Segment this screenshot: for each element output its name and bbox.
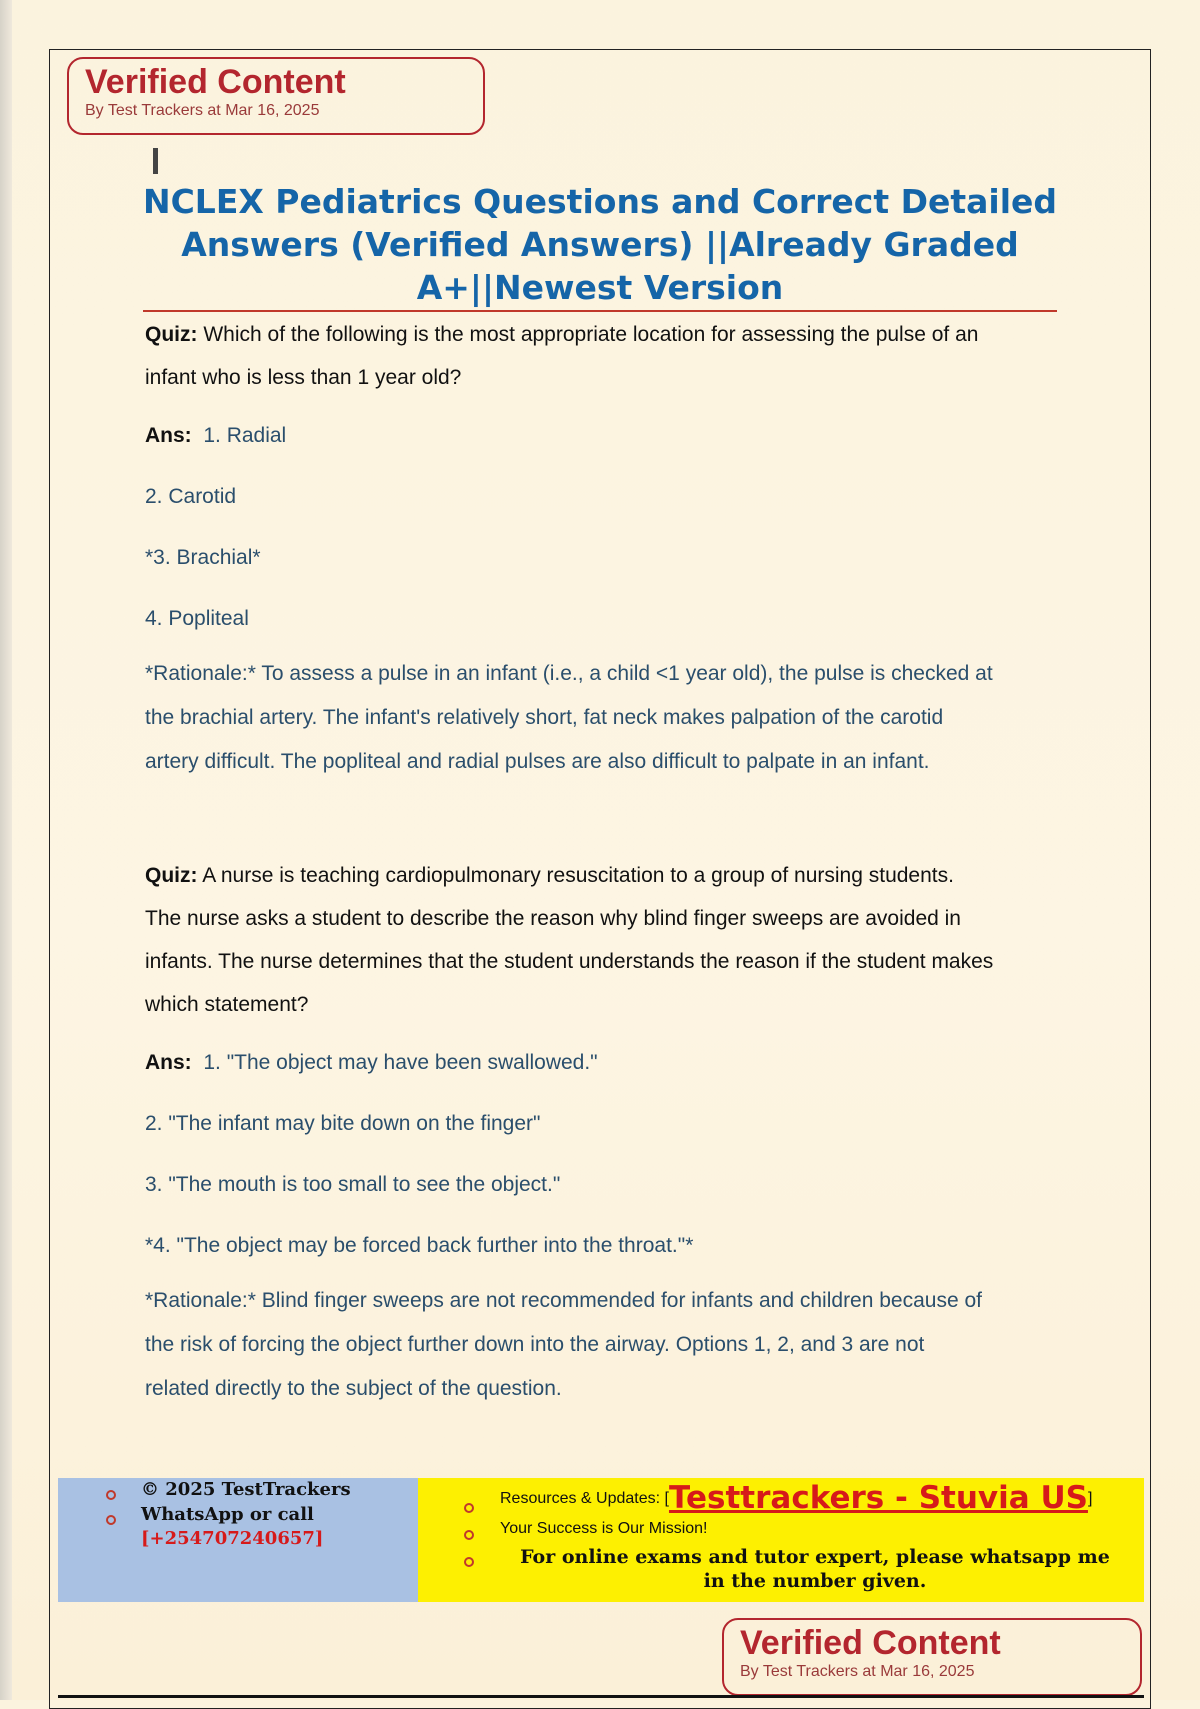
title-line-2: Answers (Verified Answers) ||Already Graded [181,225,1019,264]
bullet-icon [106,1515,116,1525]
bullet-icon [464,1503,474,1513]
answer-option-1: Ans: 1. "The object may have been swallowed." [145,1051,598,1074]
stuvia-link[interactable]: Testtrackers - Stuvia US [668,1480,1088,1516]
footer-contact-label: WhatsApp or call [141,1504,314,1525]
page-edge-shadow [0,0,12,1700]
bullet-icon [464,1557,474,1567]
question-1-line-1: Which of the following is the most appropriate location for assessing the pulse of an [203,323,979,346]
question-1 [145,313,1065,784]
title-line-3: A+||Newest Version [416,268,784,307]
rationale-line-2: the brachial artery. The infant's relatively short, fat neck makes palpation of the carotid [145,706,944,729]
answer-option-2: 2. Carotid [145,485,237,508]
title-line-1: NCLEX Pediatrics Questions and Correct Detailed [142,182,1058,221]
footer-resources-panel [418,1478,1144,1602]
footer-copyright: © 2025 TestTrackers [141,1479,351,1500]
footer-phone[interactable]: [+254707240657] [141,1528,324,1549]
verified-stamp-top [67,57,485,135]
quiz-label: Quiz: [145,323,198,346]
footer-cta-line-2: in the number given. [703,1570,927,1592]
rationale-line-1: *Rationale:* To assess a pulse in an infant (i.e., a child <1 year old), the pulse is checked at [145,662,993,685]
footer-resources: Resources & Updates: [Testtrackers - Stuvia US] [500,1480,1093,1516]
question-2-line-4: which statement? [145,993,309,1016]
rationale-line-1: *Rationale:* Blind finger sweeps are not recommended for infants and children because of [145,1289,982,1312]
title-divider [143,310,1057,312]
quiz-label: Quiz: [145,864,198,887]
verified-stamp-bottom [722,1618,1142,1696]
document-title [140,180,1060,309]
bullet-icon [106,1490,116,1500]
bottom-divider [58,1695,1144,1698]
question-1-line-2: infant who is less than 1 year old? [145,366,462,389]
bullet-icon [464,1530,474,1540]
ans-label: Ans: [145,1051,192,1074]
answer-option-1: Ans: 1. Radial [145,424,287,447]
footer-cta-line-1: For online exams and tutor expert, please whatsapp me [520,1546,1110,1568]
question-2-line-2: The nurse asks a student to describe the reason why blind finger sweeps are avoided in [145,907,961,930]
stamp-title: Verified Content [740,1624,1001,1662]
question-1-text [145,313,1065,356]
rationale-line-2: the risk of forcing the object further down into the airway. Options 1, 2, and 3 are not [145,1333,925,1356]
stamp-title: Verified Content [85,63,346,101]
ans-label: Ans: [145,424,192,447]
question-2 [145,854,1065,1411]
footer-contact-panel [58,1478,418,1602]
answer-option-3: *3. Brachial* [145,546,261,569]
question-2-line-1: Quiz: A nurse is teaching cardiopulmonary resuscitation to a group of nursing students. [145,864,954,887]
stamp-subtitle: By Test Trackers at Mar 16, 2025 [740,1663,975,1680]
question-2-line-3: infants. The nurse determines that the student understands the reason if the student makes [145,950,994,973]
answer-option-4: 4. Popliteal [145,607,249,630]
answer-option-4: *4. "The object may be forced back further into the throat."* [145,1234,694,1257]
answer-option-2: 2. "The infant may bite down on the finger" [145,1112,541,1135]
rationale-line-3: artery difficult. The popliteal and radial pulses are also difficult to palpate in an infant. [145,750,930,773]
rationale-line-3: related directly to the subject of the question. [145,1377,562,1400]
text-cursor [153,148,158,174]
footer-mission: Your Success is Our Mission! [500,1520,708,1537]
stamp-subtitle: By Test Trackers at Mar 16, 2025 [85,102,320,119]
answer-option-3: 3. "The mouth is too small to see the object." [145,1173,561,1196]
footer-cta [500,1545,1130,1593]
